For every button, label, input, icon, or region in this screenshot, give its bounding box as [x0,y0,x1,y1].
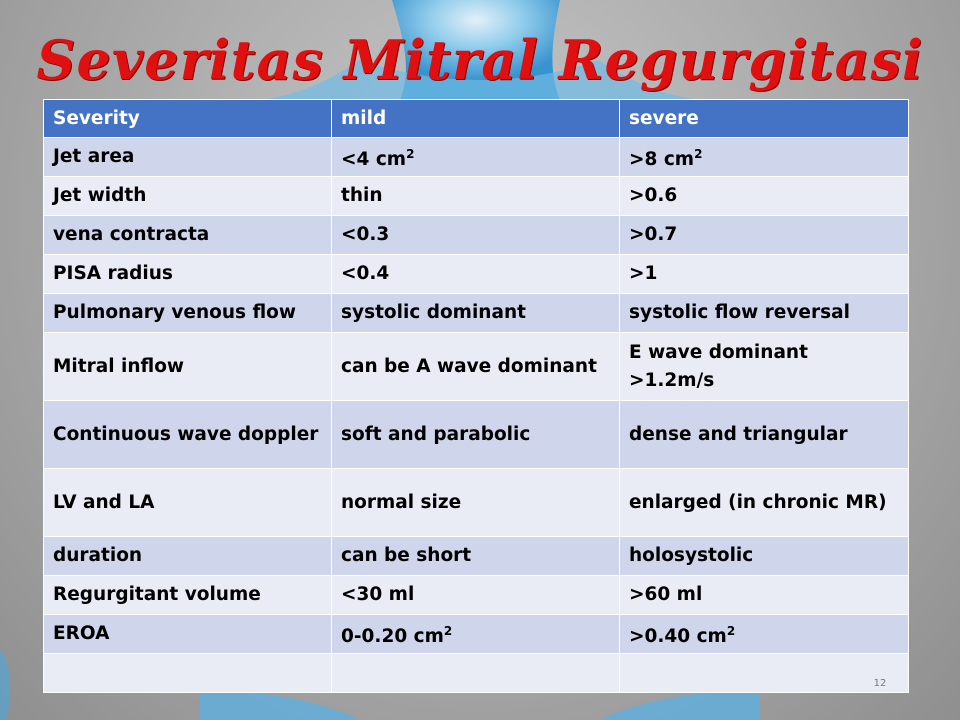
severe-cell: systolic flow reversal [620,294,909,333]
table-row [44,255,909,294]
severe-cell: >8 $cm^2$ [620,138,909,177]
mild-cell: <4 $cm^2$ [332,138,620,177]
table-row [44,615,909,654]
feature-cell: LV and LA [44,469,332,537]
table-row [44,138,909,177]
mild-cell: <0.4 [332,255,620,294]
severe-cell: E wave dominant >1.2m/s [620,333,909,401]
severe-cell: >60 ml [620,576,909,615]
feature-cell [44,654,332,693]
table-row [44,177,909,216]
slide-number: 12 [873,678,887,689]
feature-cell: Continuous wave doppler [44,401,332,469]
mild-cell: can be short [332,537,620,576]
header-mild: mild [332,100,620,138]
feature-cell: Jet area [44,138,332,177]
superscript: 2 [406,146,415,161]
feature-cell: Mitral inflow [44,333,332,401]
table-row [44,537,909,576]
table-row [44,401,909,469]
mild-cell: thin [332,177,620,216]
slide-title: Severitas Mitral Regurgitasi [36,28,924,92]
mild-cell: normal size [332,469,620,537]
feature-cell: Pulmonary venous flow [44,294,332,333]
feature-cell: EROA [44,615,332,654]
header-severe: severe [620,100,909,138]
mild-cell: <0.3 [332,216,620,255]
table-row [44,294,909,333]
severe-cell: >0.7 [620,216,909,255]
feature-cell: vena contracta [44,216,332,255]
table-row [44,333,909,401]
feature-cell: Regurgitant volume [44,576,332,615]
severe-cell: >0.40 $cm^2$ [620,615,909,654]
mild-cell [332,654,620,693]
table-row [44,576,909,615]
feature-cell: duration [44,537,332,576]
severe-cell: >0.6 [620,177,909,216]
header-severity: Severity [44,100,332,138]
superscript: 2 [694,146,703,161]
mild-cell: <30 ml [332,576,620,615]
severe-cell: dense and triangular [620,401,909,469]
feature-cell: Jet width [44,177,332,216]
superscript: 2 [443,623,453,638]
table-row [44,216,909,255]
feature-cell: PISA radius [44,255,332,294]
mild-cell: 0-0.20 $cm^2$ [332,615,620,654]
severe-cell: >1 [620,255,909,294]
severe-cell: enlarged (in chronic MR) [620,469,909,537]
mild-cell: can be A wave dominant [332,333,620,401]
severity-table [43,99,909,693]
table-row-empty [44,654,909,693]
table-row [44,469,909,537]
severe-cell: holosystolic [620,537,909,576]
table-header-row [44,100,909,138]
mild-cell: soft and parabolic [332,401,620,469]
superscript: 2 [726,623,736,638]
mild-cell: systolic dominant [332,294,620,333]
